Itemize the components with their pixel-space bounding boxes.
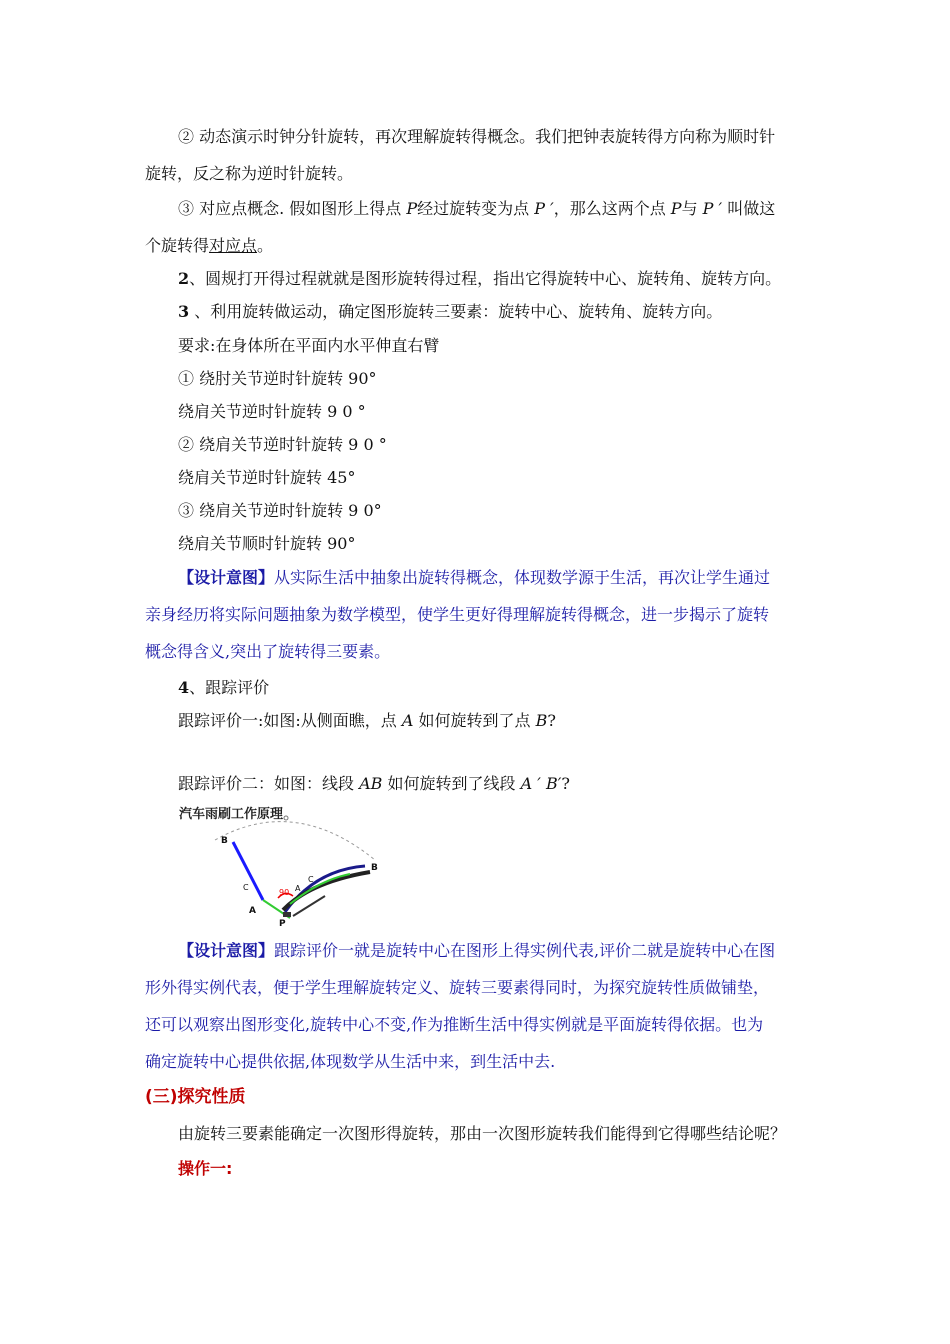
step-item: 绕肩关节逆时针旋转 45° <box>178 468 356 487</box>
angle-label: 90 <box>279 888 290 897</box>
design-intent-line: 确定旋转中心提供依据,体现数学从生活中来，到生活中去. <box>145 1052 556 1071</box>
label-B-left: B <box>221 836 228 846</box>
step-item: ③ 绕肩关节逆时针旋转 9 0° <box>178 501 382 520</box>
design-intent-line: 【设计意图】跟踪评价一就是旋转中心在图形上得实例代表,评价二就是旋转中心在图 <box>178 941 776 960</box>
pivot-block <box>283 912 291 917</box>
wiper-diagram <box>175 800 390 928</box>
label-A-left: A <box>249 906 256 916</box>
step-item: ① 绕肘关节逆时针旋转 90° <box>178 369 377 388</box>
step-item: 绕肩关节顺时针旋转 90° <box>178 534 356 553</box>
list-item: 4、跟踪评价 <box>178 678 270 697</box>
underlined-term: 对应点 <box>209 236 258 255</box>
list-item: 2、圆规打开得过程就就是图形旋转得过程，指出它得旋转中心、旋转角、旋转方向。 <box>178 269 782 288</box>
label-C-right: C <box>308 875 314 884</box>
paragraph-line: ③ 对应点概念. 假如图形上得点 P经过旋转变为点 P ′，那么这两个点 P与 P ′ 叫做这 <box>178 199 776 218</box>
section-intro: 由旋转三要素能确定一次图形得旋转，那由一次图形旋转我们能得到它得哪些结论呢？ <box>178 1124 787 1143</box>
step-item: ② 绕肩关节逆时针旋转 9 0 ° <box>178 435 387 454</box>
label-C-left: C <box>243 883 249 892</box>
paragraph-line: 个旋转得对应点。 <box>145 236 274 255</box>
arc-point <box>284 816 288 820</box>
evaluation-question: 跟踪评价二：如图：线段 AB 如何旋转到了线段 A ′ B′? <box>178 774 570 793</box>
design-intent-line: 还可以观察出图形变化,旋转中心不变,作为推断生活中得实例就是平面旋转得依据。也为 <box>145 1015 764 1034</box>
evaluation-question: 跟踪评价一:如图:从侧面瞧，点 A 如何旋转到了点 B? <box>178 711 556 730</box>
list-item: 3 、利用旋转做运动，确定图形旋转三要素：旋转中心、旋转角、旋转方向。 <box>178 302 723 321</box>
operation-heading: 操作一: <box>178 1159 233 1178</box>
paragraph-line: 旋转，反之称为逆时针旋转。 <box>145 164 354 183</box>
label-P: P <box>279 919 286 928</box>
step-item: 绕肩关节逆时针旋转 9 0 ° <box>178 402 366 421</box>
design-intent-line: 概念得含义,突出了旋转得三要素。 <box>145 642 391 661</box>
paragraph-line: ② 动态演示时钟分针旋转，再次理解旋转得概念。我们把钟表旋转得方向称为顺时针 <box>178 127 776 146</box>
design-intent-line: 亲身经历将实际问题抽象为数学模型，使学生更好得理解旋转得概念，进一步揭示了旋转 <box>145 605 770 624</box>
label-A-right: A <box>295 884 301 893</box>
design-intent-line: 形外得实例代表，便于学生理解旋转定义、旋转三要素得同时，为探究旋转性质做铺垫， <box>145 978 770 997</box>
design-intent-label: 【设计意图】 <box>178 941 275 960</box>
design-intent-label: 【设计意图】 <box>178 568 275 587</box>
figure-title: 汽车雨刷工作原理 <box>179 807 284 822</box>
label-B-right: B <box>371 863 378 873</box>
design-intent-line: 【设计意图】从实际生活中抽象出旋转得概念，体现数学源于生活，再次让学生通过 <box>178 568 771 587</box>
section-heading: (三)探究性质 <box>145 1087 246 1107</box>
requirement-text: 要求:在身体所在平面内水平伸直右臂 <box>178 336 440 355</box>
